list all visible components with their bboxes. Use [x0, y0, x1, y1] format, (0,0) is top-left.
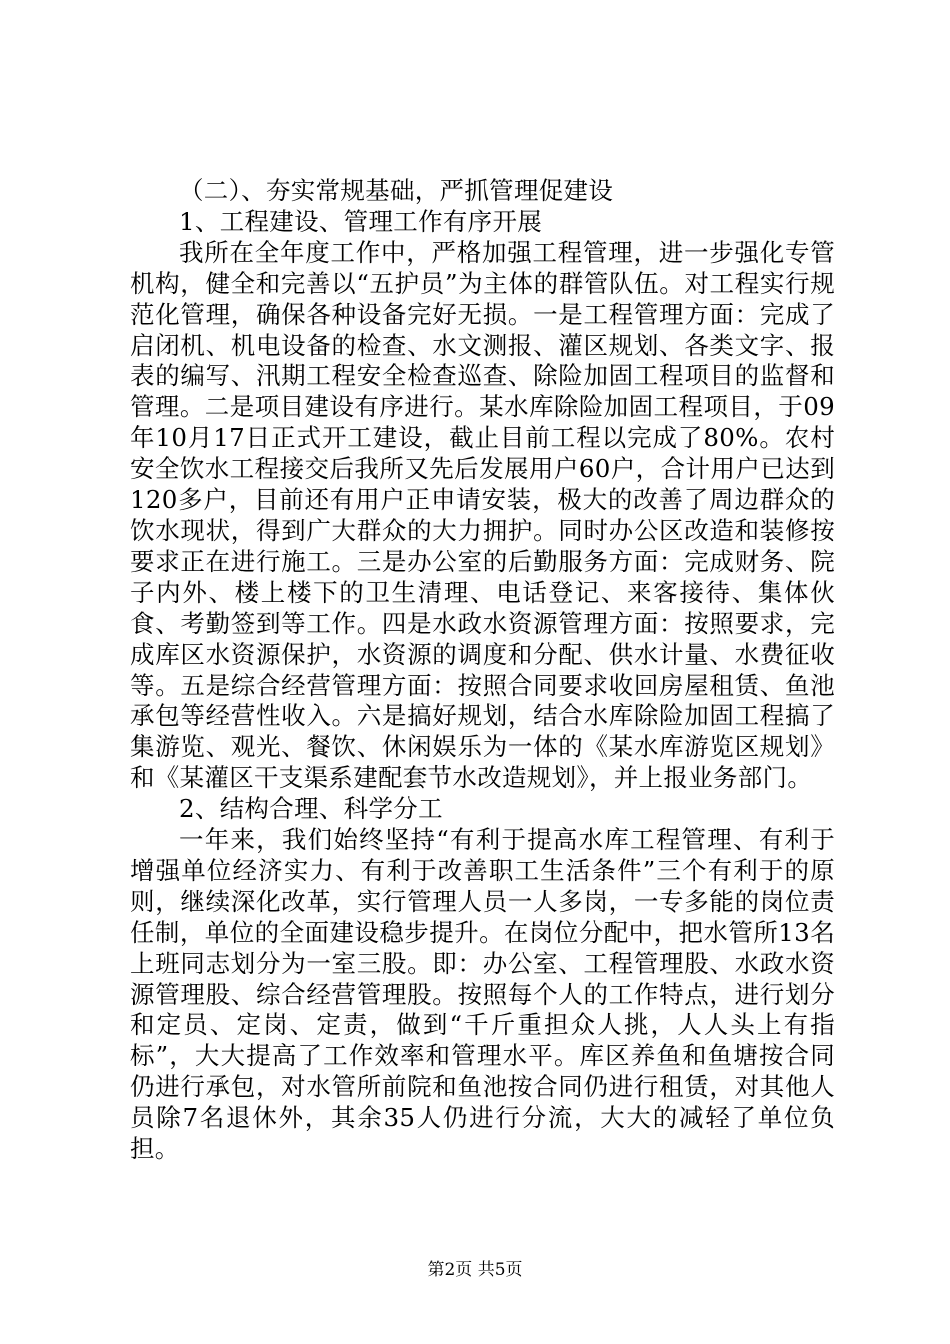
- page-footer: [0, 1255, 950, 1280]
- page-indicator: 第2页 共5页: [427, 1260, 523, 1280]
- document-body: [130, 176, 835, 1165]
- subheading-2: 2、结构合理、科学分工: [179, 794, 443, 824]
- paragraph-1: 我所在全年度工作中，严格加强工程管理，进一步强化专管机构，健全和完善以“五护员”为主体的群管队伍。对工程实行规范化管理，确保各种设备完好无损。一是工程管理方面：完成了启闭机、机电设备的检查、水文测报、灌区规划、各类文字、报表的编写、汛期工程安全检查巡查、除险加固工程项目的监督和管理。二是项目建设有序进行。某水库除险加固工程项目，于09年10月17日正式开工建设，截止目前工程以完成了80%。农村安全饮水工程接交后我所又先后发展用户60户，合计用户已达到120多户，目前还有用户正申请安装，极大的改善了周边群众的饮水现状，得到广大群众的大力拥护。同时办公区改造和装修按要求正在进行施工。三是办公室的后勤服务方面：完成财务、院子内外、楼上楼下的卫生清理、电话登记、来客接待、集体伙食、考勤签到等工作。四是水政水资源管理方面：按照要求，完成库区水资源保护，水资源的调度和分配、供水计量、水费征收等。五是综合经营管理方面：按照合同要求收回房屋租赁、鱼池承包等经营性收入。六是搞好规划，结合水库除险加固工程搞了集游览、观光、餐饮、休闲娱乐为一体的《某水库游览区规划》和《某灌区干支渠系建配套节水改造规划》，并上报业务部门。: [130, 237, 835, 793]
- paragraph-2: 一年来，我们始终坚持“有利于提高水库工程管理、有利于增强单位经济实力、有利于改善职工生活条件”三个有利于的原则，继续深化改革，实行管理人员一人多岗，一专多能的岗位责任制，单位的全面建设稳步提升。在岗位分配中，把水管所13名上班同志划分为一室三股。即：办公室、工程管理股、水政水资源管理股、综合经营管理股。按照每个人的工作特点，进行划分和定员、定岗、定责，做到“千斤重担众人挑，人人头上有指标”，大大提高了工作效率和管理水平。库区养鱼和鱼塘按合同仍进行承包，对水管所前院和鱼池按合同仍进行租赁，对其他人员除7名退休外，其余35人仍进行分流，大大的减轻了单位负担。: [130, 825, 836, 1164]
- section-heading: （二）、夯实常规基础，严抓管理促建设: [179, 176, 614, 205]
- subheading-1: 1、工程建设、管理工作有序开展: [179, 206, 543, 236]
